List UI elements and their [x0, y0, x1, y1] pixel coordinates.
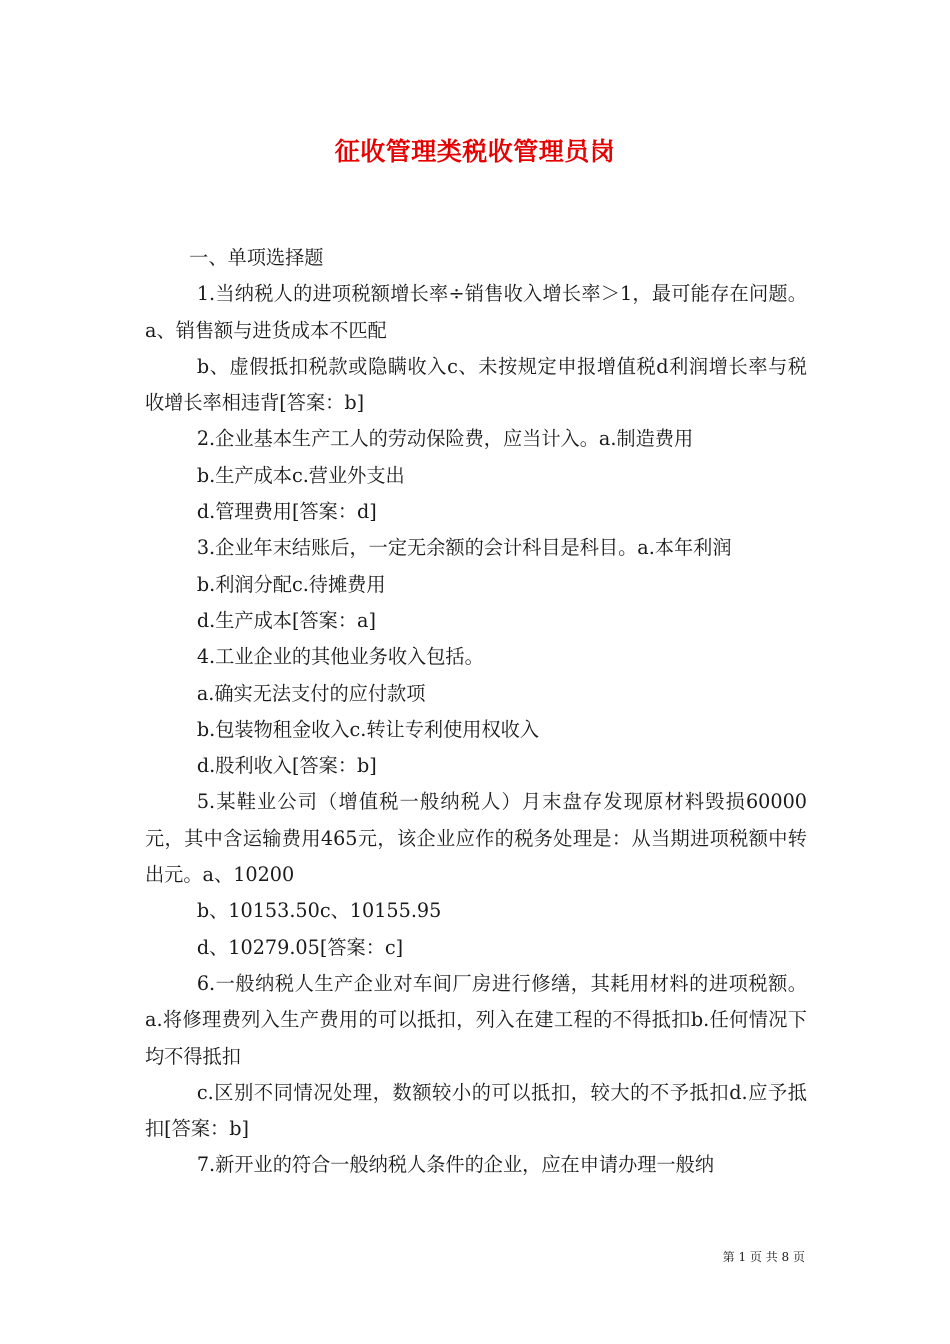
paragraph: d、10279.05[答案：c]: [196, 935, 404, 959]
paragraph: 1.当纳税人的进项税额增长率÷销售收入增长率＞1，最可能存在问题。a、销售额与进货成本不匹配: [145, 282, 807, 342]
paragraph: 5.某鞋业公司（增值税一般纳税人）月末盘存发现原材料毁损60000元，其中含运输费用465元，该企业应作的税务处理是：从当期进项税额中转出元。a、10200: [145, 790, 807, 887]
document-title: 征收管理类税收管理员岗: [334, 137, 616, 166]
paragraph: 7.新开业的符合一般纳税人条件的企业，应在申请办理一般纳: [196, 1153, 715, 1177]
paragraph: b.包装物租金收入c.转让专利使用权收入: [196, 717, 540, 741]
paragraph: a.确实无法支付的应付款项: [196, 681, 426, 705]
document-body: [145, 240, 807, 1184]
paragraph: 3.企业年末结账后，一定无余额的会计科目是科目。a.本年利润: [196, 536, 732, 560]
paragraph: 6.一般纳税人生产企业对车间厂房进行修缮，其耗用材料的进项税额。a.将修理费列入生产费用的可以抵扣，列入在建工程的不得抵扣b.任何情况下均不得抵扣: [145, 971, 807, 1068]
paragraph: 2.企业基本生产工人的劳动保险费，应当计入。a.制造费用: [196, 427, 694, 451]
paragraph: 4.工业企业的其他业务收入包括。: [196, 645, 484, 669]
section-heading: 一、单项选择题: [189, 246, 324, 269]
paragraph: b、虚假抵扣税款或隐瞒收入c、未按规定申报增值税d利润增长率与税收增长率相违背[答案：b]: [145, 354, 807, 415]
paragraph: d.生产成本[答案：a]: [196, 608, 376, 632]
page-number-footer: 第 1 页 共 8 页: [722, 1250, 805, 1264]
paragraph: b.利润分配c.待摊费用: [196, 572, 386, 596]
paragraph: d.管理费用[答案：d]: [196, 500, 377, 524]
paragraph: c.区别不同情况处理，数额较小的可以抵扣，较大的不予抵扣d.应予抵扣[答案：b]: [145, 1080, 807, 1141]
paragraph: b.生产成本c.营业外支出: [196, 463, 405, 487]
paragraph: d.股利收入[答案：b]: [196, 754, 377, 778]
paragraph: b、10153.50c、10155.95: [196, 899, 442, 923]
